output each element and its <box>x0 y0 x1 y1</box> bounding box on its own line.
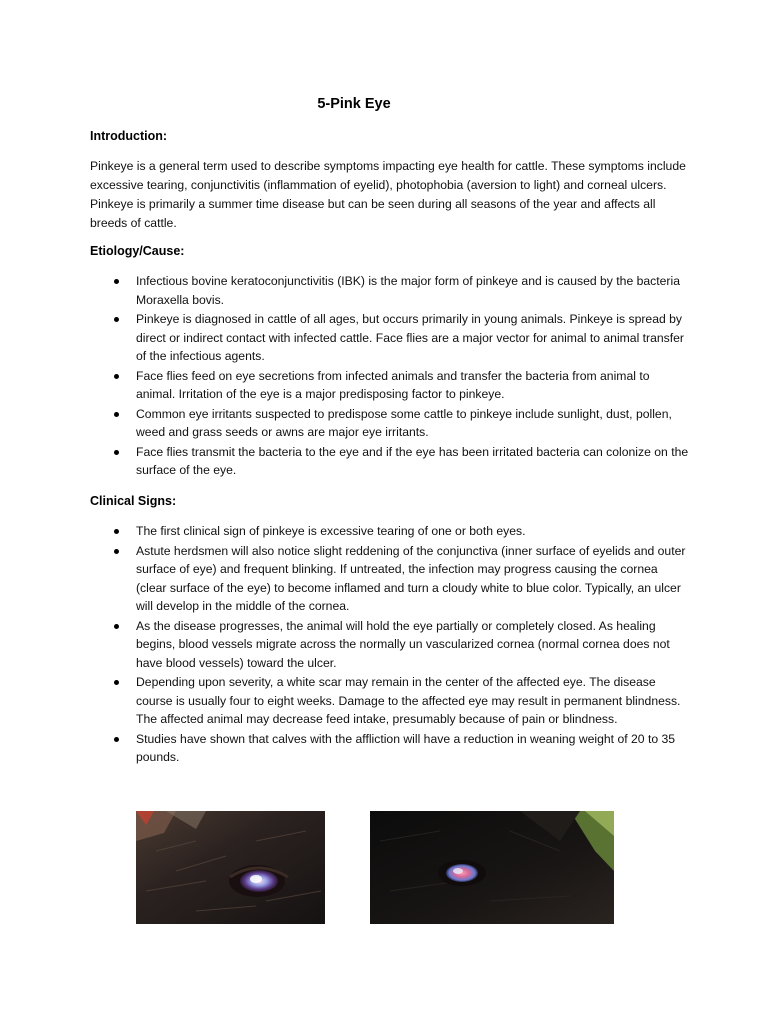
bullet-icon <box>114 450 119 455</box>
etiology-list <box>90 272 690 481</box>
list-item: As the disease progresses, the animal will hold the eye partially or completely closed. As healing begins, blood vessels migrate across the normally un vascularized cornea (normal cornea does not have blood vessels) toward the ulcer. <box>90 617 690 673</box>
page-title: 5-Pink Eye <box>317 96 391 112</box>
bullet-icon <box>114 412 119 417</box>
list-item: Astute herdsmen will also notice slight reddening of the conjunctiva (inner surface of eyelids and outer surface of eye) and frequent blinking. If untreated, the infection may progress causing the cornea (clear surface of the eye) to become inflamed and turn a cloudy white to blue color. Typically, an ulcer will develop in the middle of the cornea. <box>90 542 690 616</box>
bullet-icon <box>114 680 119 685</box>
bullet-icon <box>114 374 119 379</box>
list-item: Face flies transmit the bacteria to the eye and if the eye has been irritated bacteria can colonize on the surface of the eye. <box>90 443 690 480</box>
clinical-signs-list <box>90 522 690 768</box>
clinical-signs-heading: Clinical Signs: <box>90 494 177 508</box>
bullet-icon <box>114 529 119 534</box>
bullet-icon <box>114 279 119 284</box>
introduction-heading: Introduction: <box>90 129 168 143</box>
bullet-icon <box>114 549 119 554</box>
introduction-paragraph: Pinkeye is a general term used to describe symptoms impacting eye health for cattle. These symptoms include excessive tearing, conjunctivitis (inflammation of eyelid), photophobia (aversion to light) and corneal ulcers. Pinkeye is primarily a summer time disease but can be seen during all seasons of the year and affects all breeds of cattle. <box>90 159 686 230</box>
list-item: The first clinical sign of pinkeye is excessive tearing of one or both eyes. <box>90 522 690 541</box>
list-item: Depending upon severity, a white scar may remain in the center of the affected eye. The disease course is usually four to eight weeks. Damage to the affected eye may result in permanent blindness. The affected animal may decrease feed intake, presumably because of pain or blindness. <box>90 673 690 729</box>
list-item: Pinkeye is diagnosed in cattle of all ages, but occurs primarily in young animals. Pinkeye is spread by direct or indirect contact with infected cattle. Face flies are a major vector for animal to animal transfer of the infectious agents. <box>90 310 690 366</box>
bullet-icon <box>114 737 119 742</box>
list-item: Common eye irritants suspected to predispose some cattle to pinkeye include sunlight, dust, pollen, weed and grass seeds or awns are major eye irritants. <box>90 405 690 442</box>
list-item: Studies have shown that calves with the affliction will have a reduction in weaning weight of 20 to 35 pounds. <box>90 730 690 767</box>
list-item: Face flies feed on eye secretions from infected animals and transfer the bacteria from animal to animal. Irritation of the eye is a major predisposing factor to pinkeye. <box>90 367 690 404</box>
list-item: Infectious bovine keratoconjunctivitis (IBK) is the major form of pinkeye and is caused by the bacteria Moraxella bovis. <box>90 272 690 309</box>
cattle-eye-photo-left <box>136 811 325 924</box>
cattle-eye-photo-right <box>370 811 614 924</box>
etiology-heading: Etiology/Cause: <box>90 244 185 258</box>
bullet-icon <box>114 624 119 629</box>
bullet-icon <box>114 317 119 322</box>
